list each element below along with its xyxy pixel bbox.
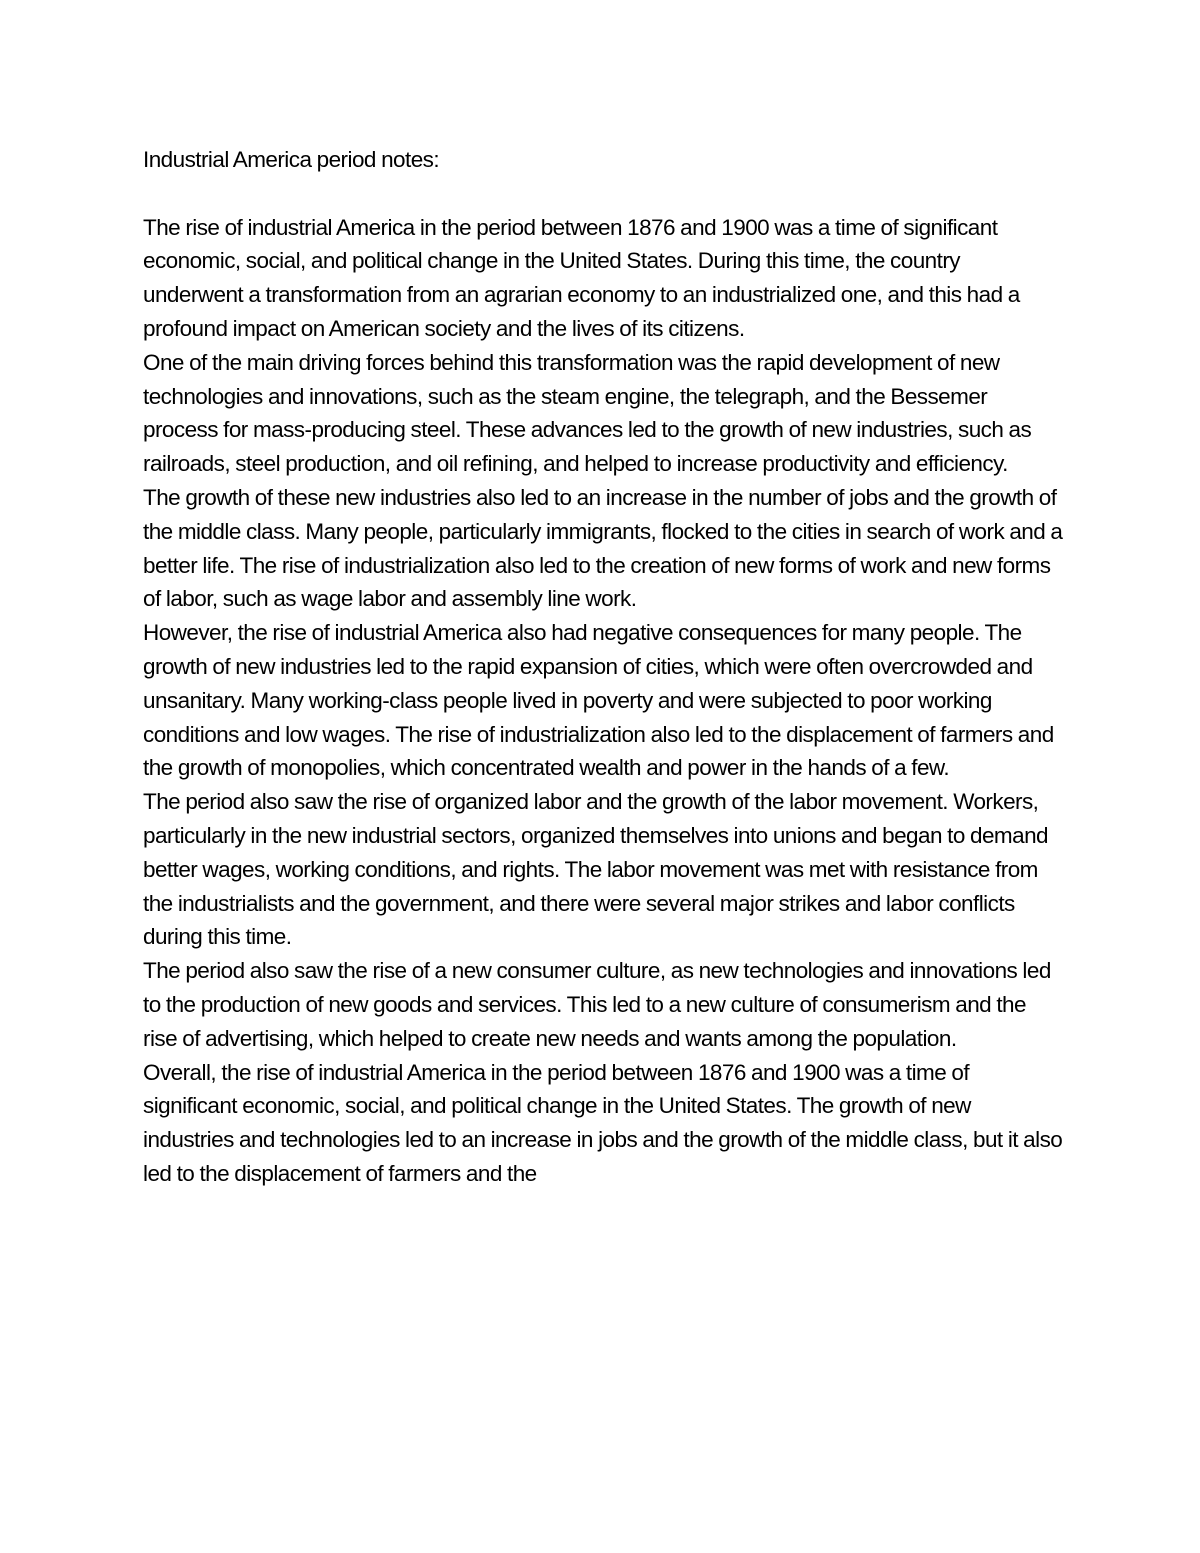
paragraph-6: The period also saw the rise of a new consumer culture, as new technologies and innovations led to the production of new goods and services. This led to a new culture of consumerism and the rise of advertising, which helped to create new needs and wants among the population.: [143, 958, 1051, 1051]
document-body: [143, 143, 1063, 1191]
paragraph-1: The rise of industrial America in the period between 1876 and 1900 was a time of significant economic, social, and political change in the United States. During this time, the country underwent a transformation from an agrarian economy to an industrialized one, and this had a profound impact on American society and the lives of its citizens.: [143, 214, 1020, 341]
document-title: Industrial America period notes:: [143, 147, 440, 172]
paragraph-4: However, the rise of industrial America also had negative consequences for many people. The growth of new industries led to the rapid expansion of cities, which were often overcrowded and unsanitary. Many working-class people lived in poverty and were subjected to poor working conditions and low wages. The rise of industrialization also led to the displacement of farmers and the growth of monopolies, which concentrated wealth and power in the hands of a few.: [143, 620, 1054, 781]
paragraph-2: One of the main driving forces behind this transformation was the rapid development of new technologies and innovations, such as the steam engine, the telegraph, and the Bessemer process for mass-producing steel. These advances led to the growth of new industries, such as railroads, steel production, and oil refining, and helped to increase productivity and efficiency.: [143, 349, 1032, 477]
paragraph-3: The growth of these new industries also led to an increase in the number of jobs and the growth of the middle class. Many people, particularly immigrants, flocked to the cities in search of work and a better life. The rise of industrialization also led to the creation of new forms of work and new forms of labor, such as wage labor and assembly line work.: [143, 484, 1063, 612]
paragraph-5: The period also saw the rise of organized labor and the growth of the labor movement. Workers, particularly in the new industrial sectors, organized themselves into unions and began to demand better wages, working conditions, and rights. The labor movement was met with resistance from the industrialists and the government, and there were several major strikes and labor conflicts during this time.: [143, 789, 1049, 950]
paragraph-7: Overall, the rise of industrial America in the period between 1876 and 1900 was a time of significant economic, social, and political change in the United States. The growth of new industries and technologies led to an increase in jobs and the growth of the middle class, but it also led to the displacement of farmers and the: [143, 1059, 1063, 1186]
blank-line: [143, 177, 1063, 211]
